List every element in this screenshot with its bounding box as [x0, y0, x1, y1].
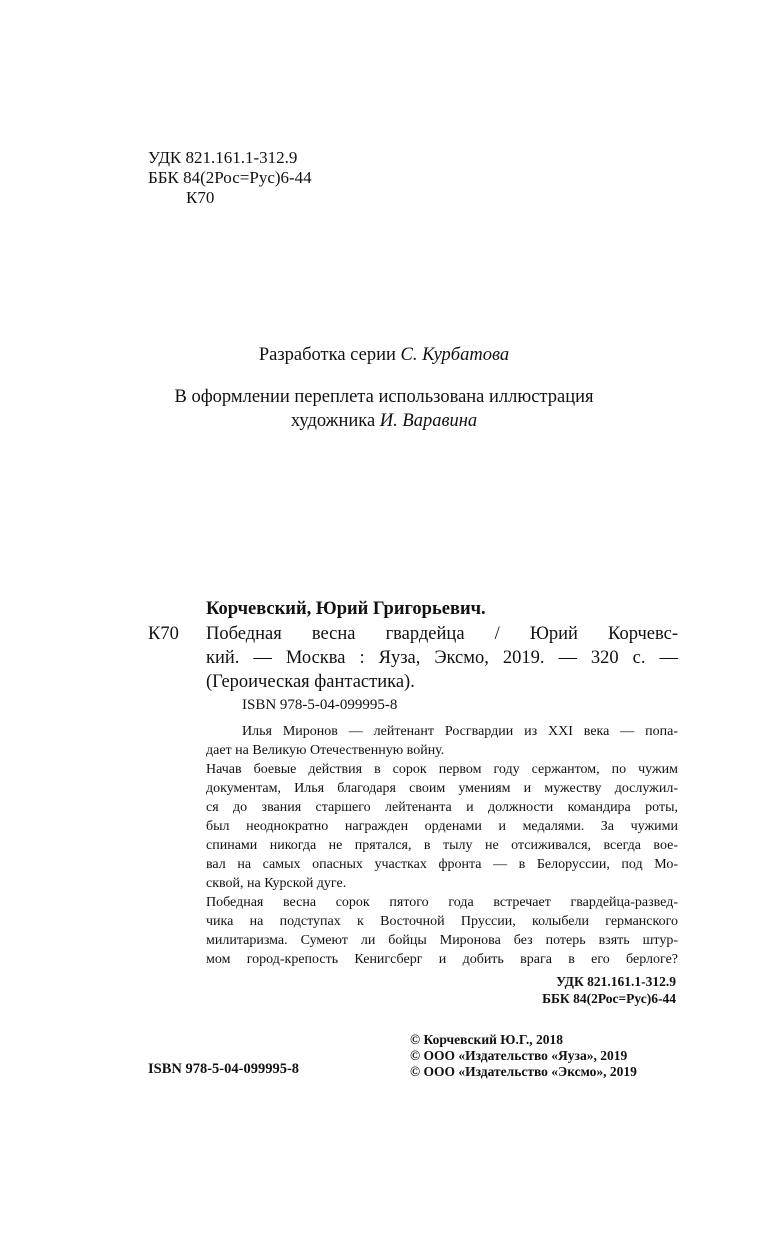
bbk-code: ББК 84(2Рос=Рус)6-44 [148, 168, 312, 187]
index-udk: УДК 821.161.1-312.9 [556, 974, 676, 989]
annotation-line: милитаризма. Сумеют ли бойцы Миронова без потерь взять штур- [206, 933, 678, 948]
annotation-line: вал на самых опасных участках фронта — в Белоруссии, под Мо- [206, 857, 678, 872]
series-designer: С. Курбатова [400, 345, 510, 365]
record-isbn: ISBN 978-5-04-099995-8 [242, 697, 398, 713]
series-credit [0, 343, 768, 367]
annotation-line: дает на Великую Отечественную войну. [206, 743, 445, 758]
annotation-line: мом город-крепость Кенигсберг и добить врага в его берлоге? [206, 952, 678, 967]
author-heading: Корчевский, Юрий Григорьевич. [206, 599, 486, 619]
index-bbk: ББК 84(2Рос=Рус)6-44 [542, 991, 676, 1006]
copyright-line: © Корчевский Ю.Г., 2018 [410, 1032, 564, 1047]
description-line: Победная весна гвардейца / Юрий Корчевс- [206, 624, 678, 644]
udk-code: УДК 821.161.1-312.9 [148, 148, 298, 167]
cover-artist-name: И. Варавина [379, 411, 478, 431]
cover-artist-line [0, 409, 768, 433]
cover-artist-prefix: художника [290, 411, 380, 431]
record-author-mark: К70 [148, 624, 179, 644]
annotation-line: сквой, на Курской дуге. [206, 876, 347, 891]
annotation-line: был неоднократно награжден орденами и медалями. За чужими [206, 819, 678, 834]
copyright-line: © ООО «Издательство «Яуза», 2019 [410, 1048, 628, 1063]
annotation-line: Победная весна сорок пятого года встречает гвардейца-развед- [206, 895, 678, 910]
annotation-line: ся до звания старшего лейтенанта и должности командира роты, [206, 800, 678, 815]
cover-credit-line: В оформлении переплета использована иллюстрация [174, 387, 594, 407]
annotation-line: документам, Илья благодаря своим умениям и мужеству дослужил- [206, 781, 678, 796]
annotation-line: чика на подступах к Восточной Пруссии, колыбели германского [206, 914, 678, 929]
description-line: (Героическая фантастика). [206, 672, 415, 692]
footer-isbn: ISBN 978-5-04-099995-8 [148, 1061, 300, 1077]
annotation-line: Начав боевые действия в сорок первом году сержантом, по чужим [206, 762, 678, 777]
description-line: кий. — Москва : Яуза, Эксмо, 2019. — 320 с. — [206, 648, 678, 668]
copyright-line: © ООО «Издательство «Эксмо», 2019 [410, 1064, 637, 1079]
annotation-line: Илья Миронов — лейтенант Росгвардии из XXI века — попа- [242, 724, 678, 739]
series-credit-prefix: Разработка серии [258, 345, 401, 365]
annotation-line: спинами никогда не прятался, в тылу не отсиживался, всегда вое- [206, 838, 678, 853]
author-mark: К70 [186, 188, 215, 207]
